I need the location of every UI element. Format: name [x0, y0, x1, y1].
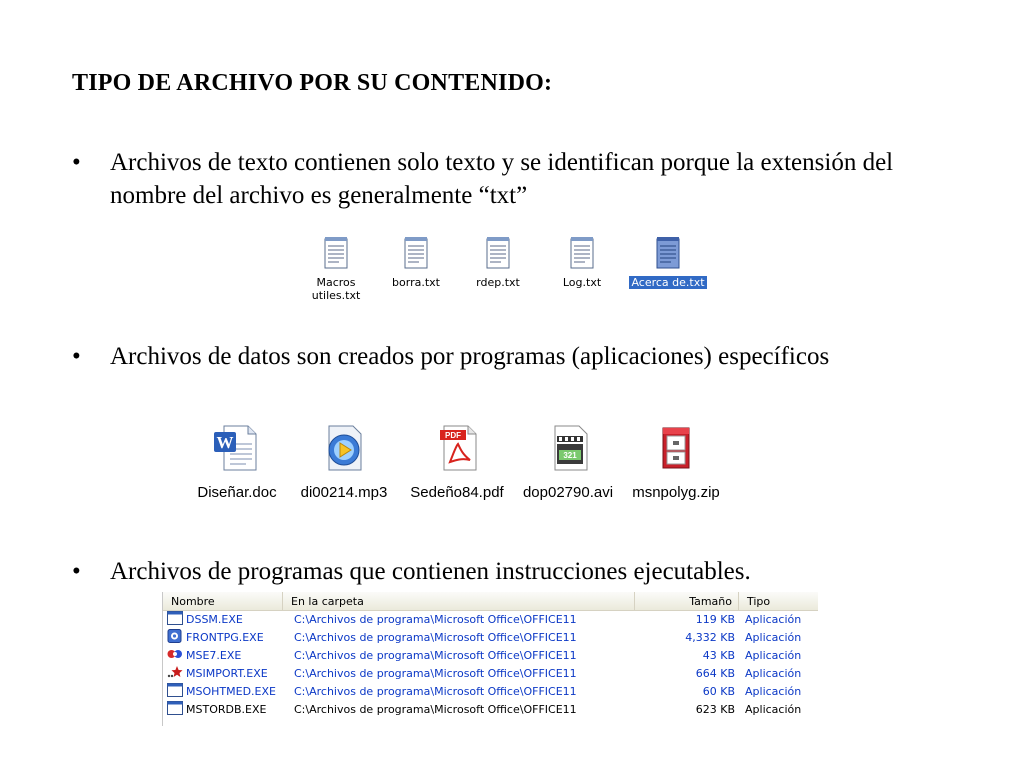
word-document-icon — [212, 422, 262, 474]
file-name: MSIMPORT.EXE — [186, 667, 268, 680]
column-header-type[interactable]: Tipo — [747, 595, 771, 608]
file-label: di00214.mp3 — [300, 484, 388, 501]
file-label: Acerca de.txt — [631, 276, 705, 289]
file-name: MSE7.EXE — [186, 649, 242, 662]
file-label: dop02790.avi — [522, 484, 614, 501]
zip-archive-icon — [651, 422, 701, 474]
bullet-marker: • — [72, 149, 81, 176]
cell-type: Aplicación — [745, 649, 802, 662]
cell-type: Aplicación — [745, 631, 802, 644]
svg-text:PDF: PDF — [445, 431, 461, 440]
text-file-icon — [569, 236, 595, 270]
script-editor-icon — [167, 647, 183, 661]
cell-size: 4,332 KB — [685, 631, 735, 644]
file-item[interactable] — [516, 418, 620, 502]
table-row[interactable] — [163, 647, 818, 665]
frontpage-icon — [167, 629, 183, 643]
bullet-program-files — [72, 555, 972, 588]
file-name: MSOHTMED.EXE — [186, 685, 276, 698]
text-file-icon — [403, 236, 429, 270]
file-item[interactable] — [190, 418, 284, 502]
cell-type: Aplicación — [745, 667, 802, 680]
cell-type: Aplicación — [745, 703, 802, 716]
cell-type: Aplicación — [745, 685, 802, 698]
cell-name — [167, 629, 264, 647]
file-label: Macros utiles.txt — [311, 276, 361, 302]
cell-folder: C:\Archivos de programa\Microsoft Office\OFFICE11 — [294, 631, 577, 644]
svg-text:W: W — [216, 433, 234, 452]
cell-name — [167, 647, 241, 665]
cell-name — [167, 701, 266, 719]
bullet-marker: • — [72, 558, 81, 585]
window-exe-icon — [167, 611, 183, 625]
cell-size: 623 KB — [695, 703, 735, 716]
bullet-data-files — [72, 340, 972, 373]
file-item[interactable] — [376, 232, 456, 308]
data-files-panel — [190, 418, 730, 502]
file-label: rdep.txt — [476, 276, 520, 289]
cell-size: 60 KB — [702, 685, 735, 698]
cell-name — [167, 665, 268, 683]
file-name: MSTORDB.EXE — [186, 703, 267, 716]
cell-name — [167, 683, 276, 701]
file-label: Sedeño84.pdf — [410, 484, 504, 501]
table-row[interactable] — [163, 611, 818, 629]
cell-folder: C:\Archivos de programa\Microsoft Office\OFFICE11 — [294, 685, 577, 698]
window-exe-icon — [167, 701, 183, 715]
table-row[interactable] — [163, 629, 818, 647]
bullet-text: Archivos de programas que contienen instrucciones ejecutables. — [110, 558, 751, 585]
file-name: DSSM.EXE — [186, 613, 243, 626]
column-header-name[interactable]: Nombre — [163, 592, 283, 611]
bullet-text: Archivos de texto contienen solo texto y se identifican porque la extensión del nombre del archivo es generalmente “txt” — [110, 149, 894, 209]
file-item[interactable] — [458, 232, 538, 308]
file-item[interactable] — [542, 232, 622, 308]
text-file-icon — [323, 236, 349, 270]
cell-size: 119 KB — [695, 613, 735, 626]
cell-name — [167, 611, 243, 629]
list-rows — [163, 611, 818, 719]
svg-text:321: 321 — [563, 451, 577, 460]
cell-size: 664 KB — [695, 667, 735, 680]
table-row[interactable] — [163, 701, 818, 719]
bullet-marker: • — [72, 343, 81, 370]
file-item[interactable] — [294, 418, 394, 502]
text-file-icon — [485, 236, 511, 270]
text-file-icon — [655, 236, 681, 270]
file-label: borra.txt — [392, 276, 440, 289]
import-star-icon — [167, 665, 183, 679]
slide-title: TIPO DE ARCHIVO POR SU CONTENIDO: — [72, 70, 553, 96]
file-item[interactable] — [296, 232, 376, 308]
file-label: Diseñar.doc — [197, 484, 277, 501]
list-header — [163, 592, 818, 611]
cell-folder: C:\Archivos de programa\Microsoft Office\OFFICE11 — [294, 703, 577, 716]
file-label: msnpolyg.zip — [632, 484, 720, 501]
video-clapper-icon — [543, 422, 593, 474]
cell-type: Aplicación — [745, 613, 802, 626]
file-label: Log.txt — [562, 276, 602, 289]
file-list-view — [162, 592, 818, 726]
file-item[interactable] — [402, 418, 512, 502]
file-item-selected[interactable] — [622, 232, 714, 308]
pdf-icon — [432, 422, 482, 474]
table-row[interactable] — [163, 683, 818, 701]
text-files-panel — [296, 232, 716, 308]
cell-folder: C:\Archivos de programa\Microsoft Office\OFFICE11 — [294, 613, 577, 626]
file-item[interactable] — [626, 418, 726, 502]
cell-folder: C:\Archivos de programa\Microsoft Office\OFFICE11 — [294, 649, 577, 662]
bullet-text-files — [72, 146, 972, 212]
window-exe-icon — [167, 683, 183, 697]
column-header-size[interactable]: Tamaño — [635, 592, 739, 611]
media-player-icon — [319, 422, 369, 474]
column-header-folder[interactable]: En la carpeta — [283, 592, 635, 611]
bullet-text: Archivos de datos son creados por programas (aplicaciones) específicos — [110, 343, 830, 370]
cell-size: 43 KB — [702, 649, 735, 662]
cell-folder: C:\Archivos de programa\Microsoft Office\OFFICE11 — [294, 667, 577, 680]
table-row[interactable] — [163, 665, 818, 683]
file-name: FRONTPG.EXE — [186, 631, 264, 644]
